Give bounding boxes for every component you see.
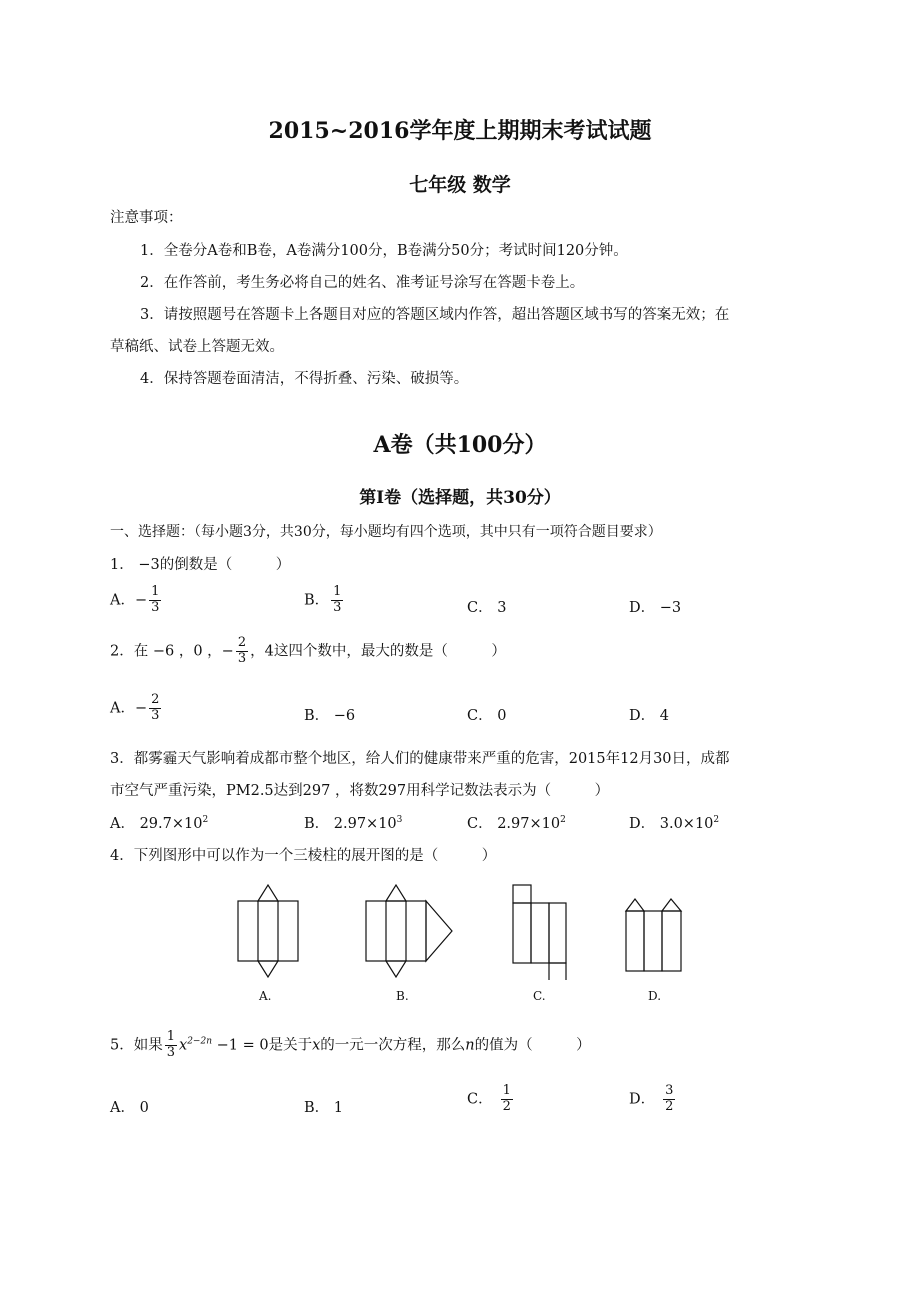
exam-subtitle: 七年级 数学 [409,174,511,196]
q4-label-c: C. [533,989,546,1003]
notice-item-1: 1．全卷分A卷和B卷，A卷满分100分，B卷满分50分；考试时间120分钟。 [140,243,628,259]
exam-title: 2015~2016学年度上期期末考试试题 [268,118,652,144]
q4-figure-d [626,899,681,971]
q4-label-d: D. [648,989,662,1003]
notice-item-4: 4．保持答题卷面清洁，不得折叠、污染、破损等。 [140,371,469,387]
q5-option-c: C． $\frac{1}{2}$ [467,1083,511,1114]
choice-instructions: 一、选择题：（每小题3分，共30分，每小题均有四个选项，其中只有一项符合题目要求） [110,524,662,540]
q3-stem-line1: 3．都雾霾天气影响着成都市整个地区，给人们的健康带来严重的危害，2015年12月30日，成都 [110,751,730,767]
q1-stem: 1． −3的倒数是（ ） [110,557,291,573]
q4-figure-b [366,885,452,977]
q4-label-a: A. [259,989,272,1003]
notice-heading: 注意事项： [110,210,183,226]
q1-option-b: B． $\frac{1}{3}$ [304,584,342,615]
q4-label-b: B. [396,989,409,1003]
q4-figure-a [238,885,298,977]
q5-stem: 5．如果 $\frac{1}{3}$ $x^{2-2n} -1 = 0$是关于x的一元一次方程，那么n的值为（ ） [110,1029,591,1060]
notice-item-2: 2．在作答前，考生务必将自己的姓名、准考证号涂写在答题卡卷上。 [140,275,585,291]
q3-stem-line2: 市空气严重污染，PM2.5达到297 ，将数297用科学记数法表示为（ ） [110,783,610,799]
q4-figures [225,880,695,980]
q5-option-d: D． $\frac{3}{2}$ [629,1083,674,1114]
q3-option-a: A． $29.7\times 10^2$ [110,815,209,832]
q5-option-a: A． 0 [110,1100,149,1116]
q4-figure-c [513,885,566,980]
section-a-title: A卷（共100分） [373,432,547,458]
q2-option-a: A．− $\frac{2}{3}$ [110,692,160,723]
q5-option-b: B． 1 [304,1100,343,1116]
q1-option-c: C． 3 [467,600,507,616]
q1-option-a: A．− $\frac{1}{3}$ [110,584,160,615]
q3-option-d: D． $3.0\times 10^2$ [629,815,720,832]
q2-option-c: C． 0 [467,708,507,724]
q3-option-c: C． $2.97\times 10^2$ [467,815,566,832]
q3-option-b: B． $2.97\times 10^3$ [304,815,403,832]
q1-option-d: D． −3 [629,600,682,616]
q4-stem: 4．下列图形中可以作为一个三棱柱的展开图的是（ ） [110,848,497,864]
q2-option-b: B． −6 [304,708,356,724]
part-1-title: 第Ⅰ卷（选择题，共30分） [359,488,561,508]
q2-option-d: D． 4 [629,708,669,724]
q2-stem: 2．在 −6 ，0 ，− $\frac{2}{3}$ ，4这四个数中，最大的数是（ ） [110,635,506,666]
notice-item-3: 3．请按照题号在答题卡上各题目对应的答题区域内作答，超出答题区域书写的答案无效；在 [140,307,730,323]
notice-item-3-cont: 草稿纸、试卷上答题无效。 [110,339,284,355]
